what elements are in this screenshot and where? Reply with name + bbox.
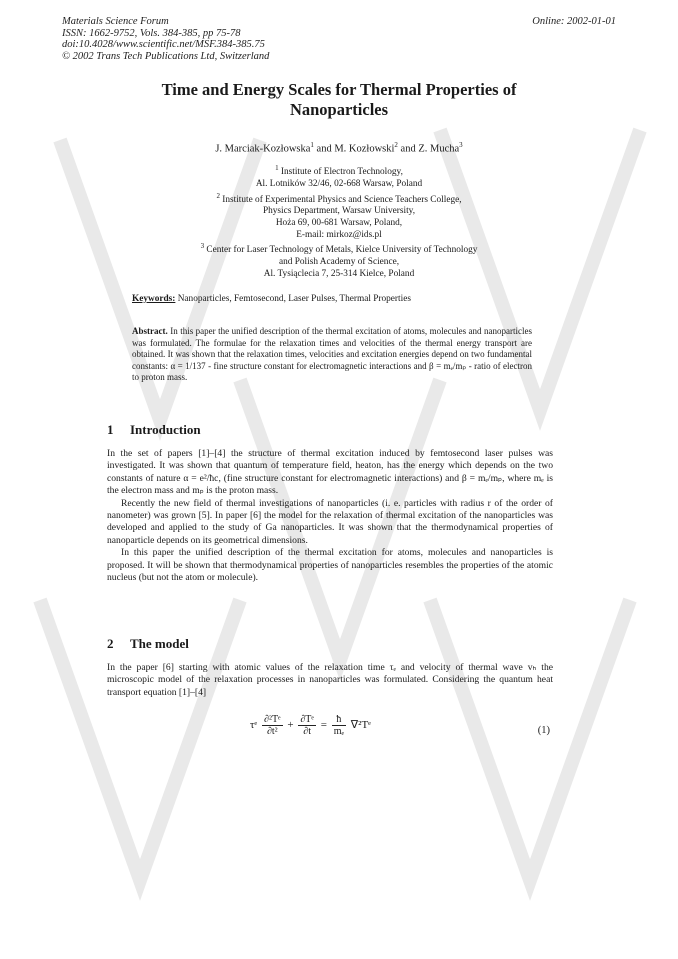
section-2-heading [107, 636, 189, 652]
title-line-2: Nanoparticles [289, 100, 389, 119]
paper-title [100, 80, 578, 120]
section-2-number: 2 [107, 636, 114, 651]
eq-num-1: ∂²Tᵉ [264, 714, 281, 725]
equation-1 [250, 710, 550, 760]
affiliations: $^1$ Institute of Electron Technology, Al. Lotników 32/46, 02-668 Warsaw, Poland $^2$ Institute of Experimental Physics and Science Teachers College, Physics Department, Warsaw University, Hoża 69, 00-681 Warsaw, Poland, E-mail: mirkoz@ids.pl $^3$ Center for Laser Technology of Metals, Kielce University of Technology and Polish Academy of Science, Al. Tysiąclecia 7, 25-314 Kielce, Poland [80, 163, 598, 281]
eq-plus: + [287, 719, 294, 732]
equation-number: (1) [537, 725, 550, 736]
eq-fraction-1 [262, 714, 283, 737]
affiliation-3-line-1: Center for Laser Technology of Metals, Kielce University of Technology [206, 245, 478, 256]
affiliation-2-line-1: Institute of Experimental Physics and Science Teachers College, [222, 194, 462, 205]
eq-rhs: ∇²Tᵉ [350, 719, 371, 732]
copyright-line: © 2002 Trans Tech Publications Ltd, Switzerland [62, 50, 270, 62]
eq-fraction-3 [332, 714, 346, 737]
section-1-title: Introduction [130, 422, 201, 437]
section-1-heading [107, 422, 201, 438]
eq-equals: = [320, 719, 327, 732]
eq-den-1: ∂t² [266, 726, 278, 737]
title-line-1: Time and Energy Scales for Thermal Properties of [161, 80, 517, 99]
affiliation-3-line-3: Al. Tysiąclecia 7, 25-314 Kielce, Poland [263, 268, 415, 279]
issn-line: ISSN: 1662-9752, Vols. 384-385, pp 75-78 [62, 27, 241, 39]
abstract-label: Abstract. [132, 326, 168, 336]
doi-line[interactable]: doi:10.4028/www.scientific.net/MSF.384-385.75 [62, 39, 265, 50]
keywords [132, 294, 562, 304]
affiliation-1-line-1: Institute of Electron Technology, [280, 167, 403, 178]
eq-coefficient: τᵉ [250, 719, 258, 732]
keywords-label: Keywords: [132, 294, 176, 304]
author-1: J. Marciak-Kozłowska [215, 143, 311, 155]
section-2-title: The model [130, 636, 189, 651]
affiliation-1-line-2: Al. Lotników 32/46, 02-668 Warsaw, Poland [255, 178, 423, 189]
section-2-paragraph-1: In the paper [6] starting with atomic values of the relaxation time τₑ and velocity of thermal wave vₕ the microscopic model of the relaxation processes in nanoparticles was formulated. Considering the quantum heat transport equation [1]–[4] [107, 662, 553, 698]
affiliation-2-line-3: Hoża 69, 00-681 Warsaw, Poland, [275, 218, 403, 228]
eq-fraction-2 [298, 714, 316, 737]
abstract [132, 326, 532, 384]
section-1-paragraph-1: In the set of papers [1]–[4] the structure of thermal excitation induced by femtosecond laser pulses was investigated. It was shown that quantum of temperature field, heaton, has the energy which depends on the two constants of nature α = e²/ħc, (fine structure constant for electromagnetic interactions) and β = mₑ/mₚ, where mₑ is the electron mass and mₚ is the proton mass. [107, 448, 553, 497]
author-2: and M. Kozłowski [313, 143, 395, 155]
eq-den-3: mₑ [333, 726, 345, 737]
eq-num-2: ∂Tᵉ [300, 714, 314, 725]
section-1-paragraph-2: Recently the new field of thermal investigations of nanoparticles (i. e. particles with radius r of the order of nanometer) was grown [5]. In paper [6] the model for the relaxation of thermal excitation of the nanoparticles was developed and applied to the study of Ga nanoparticles. It was shown that the thermodynamical properties of nanoparticle depends on its geometrical dimensions. [107, 497, 553, 546]
section-1-paragraph-3: In this paper the unified description of the thermal excitation for atoms, molecules and nanoparticles is proposed. It will be shown that thermodynamical properties of nanoparticles resembles the properties of the atomic nucleus (but not the atom or molecule). [107, 547, 553, 584]
keywords-text: Nanoparticles, Femtosecond, Laser Pulses, Thermal Properties [175, 294, 411, 304]
section-1-number: 1 [107, 422, 114, 437]
equation-expression [250, 714, 371, 737]
author-3: and Z. Mucha [397, 143, 460, 155]
online-date: Online: 2002-01-01 [532, 16, 616, 27]
affiliation-3-line-2: and Polish Academy of Science, [278, 257, 400, 268]
abstract-text: In this paper the unified description of the thermal excitation of atoms, molecules and nanoparticles was formulated. The formulae for the relaxation times and velocities of the thermal energy transport are obtained. It was shown that the relaxation times, velocities and excitation energies depend on two fundamental constants: α = 1/137 - fine structure constant for electromagnetic interactions and β = mₑ/mₚ - ratio of electron to proton mass. [132, 326, 532, 383]
affiliation-2-line-2: Physics Department, Warsaw University, [262, 206, 416, 217]
eq-den-2: ∂t [303, 726, 312, 737]
section-1-body [107, 448, 553, 584]
affiliation-2-email[interactable]: E-mail: mirkoz@ids.pl [296, 229, 382, 240]
author-list: J. Marciak-Kozłowska$^1$ and M. Kozłowski$^2$ and Z. Mucha$^3$ [215, 141, 463, 155]
publication-header [62, 16, 616, 62]
section-2-body [107, 662, 553, 699]
eq-num-3: ħ [332, 714, 346, 726]
journal-name: Materials Science Forum [62, 16, 169, 27]
